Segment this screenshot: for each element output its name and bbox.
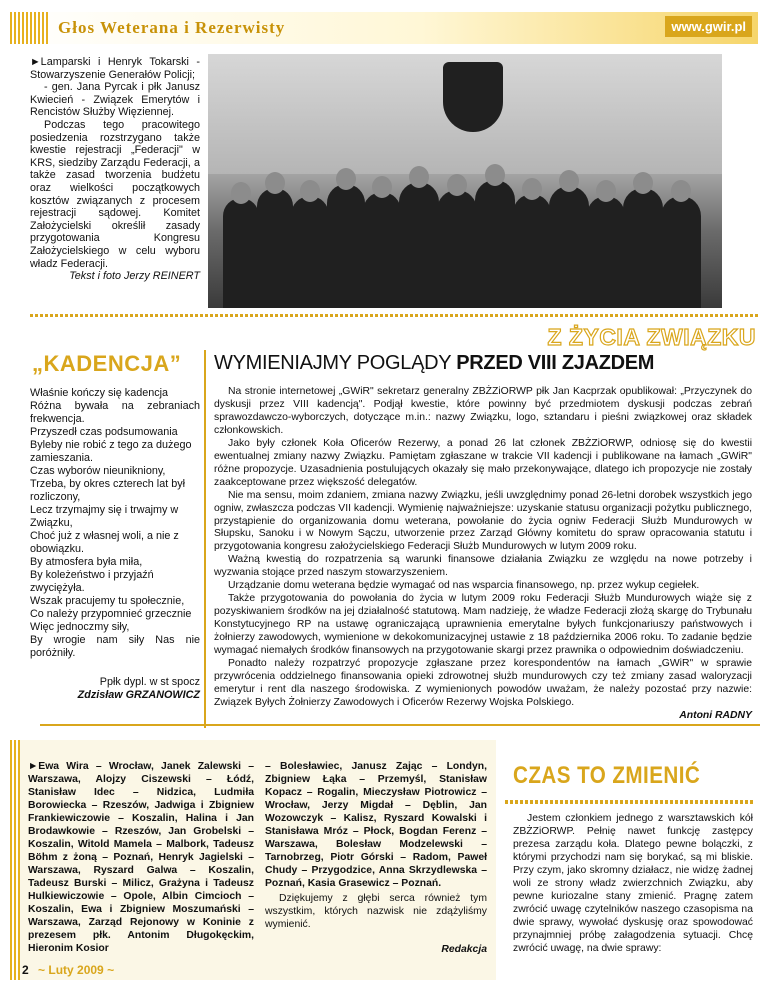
- article-paragraph: Ważną kwestią do rozpatrzenia są warunki finansowe działania Związku ze względu na nowe potrzeby i wyzwania stojące przed naszym stowarzyszeniem.: [214, 554, 752, 579]
- section-title: Z ŻYCIA ZWIĄZKU: [547, 324, 756, 350]
- top-paragraph-3: Podczas tego pracowitego posiedzenia rozstrzygano także kwestie rejestracji „Federacji" w KRS, siedziby Zarządu Federacji, a także zasad tworzenia budżetu oraz wielkości początkowych kosztów związanych z procesem rejestracji sądowej. Komitet Założycielski określił zasady przygotowania Kongresu Założycielskiego w celu wyboru władz Federacji.: [30, 118, 200, 270]
- thanks-column-2: [265, 760, 487, 956]
- article-body: [214, 386, 752, 723]
- top-paragraph-1: ►Lamparski i Henryk Tokarski - Stowarzyszenie Generałów Policji;: [30, 56, 200, 81]
- poem-line: Choć już z własnej woli, a nie z obowiązku.: [30, 530, 179, 555]
- photo-credit: Tekst i foto Jerzy REINERT: [69, 270, 200, 283]
- horizontal-rule: [40, 724, 760, 726]
- article-title: [214, 352, 654, 375]
- thanks-signature: Redakcja: [441, 944, 487, 955]
- poem-line: Lecz trzymajmy się i trwajmy w Związku,: [30, 504, 179, 529]
- column-divider: [204, 350, 206, 728]
- group-photo: [208, 54, 722, 308]
- thanks-names: – Bolesławiec, Janusz Zając – Londyn, Zbigniew Łąka – Przemyśl, Stanisław Kopacz – Rogalin, Mieczysław Piotrowicz – Wrocław, Jerzy Migdał – Dęblin, Jan Wozowczyk – Kalisz, Ryszard Kowalski i Stanisława Mróz – Płock, Bogdan Ferenz – Warszawa, Bolesław Modzelewski – Tarnobrzeg, Piotr Górski – Radom, Paweł Chudy – Przygodzice, Anna Skrzydlewska – Poznań, Kasia Grasewicz – Poznań.: [265, 761, 487, 889]
- page-footer: [22, 963, 114, 977]
- eagle-emblem-icon: [443, 62, 503, 132]
- poem-line: Wszak pracujemy tu społecznie,: [30, 595, 185, 607]
- article-author: Antoni RADNY: [679, 709, 752, 721]
- poem-line: Trzeba, by okres czterech lat był rozliczony,: [30, 478, 186, 503]
- poem: [30, 387, 200, 702]
- poem-line: Różna bywała na zebraniach frekwencja.: [30, 400, 200, 425]
- poem-line: By wrogie nam siły Nas nie poróżniły.: [30, 634, 200, 659]
- czas-decoration: [505, 800, 755, 804]
- header-decoration: [10, 12, 48, 44]
- poem-line: Właśnie kończy się kadencja: [30, 387, 169, 399]
- magazine-title: Głos Weterana i Rezerwisty: [58, 18, 286, 37]
- article-paragraph: Nie ma sensu, moim zdaniem, zmiana nazwy Związku, jeśli uwzględnimy ponad 26-letni dorobek wszystkich jego ogniw, zwłaszcza podczas VII kadencji. Wymienię najważniejsze: uzyskanie statusu organizacji pożytku publicznego, przystąpienie do organizowania domu weterana, powołanie do życia ogniw Federacji Służb Mundurowych w Słupsku, Sanoku i w Nowym Sączu, utworzenie przez Zarząd Główny komitetu do spraw opracowania statutu i przygotowania kongresu założycielskiego Federacji Służb Mundurowych w lutym 2009 roku.: [214, 489, 752, 553]
- poem-line: Więc jednoczmy siły,: [30, 621, 130, 633]
- page-number: 2: [22, 963, 29, 977]
- issue-date: ~ Luty 2009 ~: [38, 963, 115, 977]
- poem-author: Zdzisław GRZANOWICZ: [77, 689, 200, 701]
- box-decoration: [10, 740, 20, 980]
- poem-title: „KADENCJA”: [32, 351, 182, 376]
- poem-author-rank: Ppłk dypl. w st spocz: [99, 676, 200, 688]
- article-paragraph: Jako były członek Koła Oficerów Rezerwy, a ponad 26 lat członek ZBŻZiORWP, odniosę się do kwestii ewentualnej zmiany nazwy Związku. Pamiętam zgłaszane w trakcie VII kadencji i publikowane na łamach „GWiR" różne propozycje. Uzasadnienia postulujących okazały się mało przekonywające, dlatego ich propozycje nie zostały zaakceptowane przez większość delegatów.: [214, 437, 752, 488]
- article-paragraph: Także przygotowania do powołania do życia w lutym 2009 roku Federacji Służb Mundurowych wiąże się z pozyskiwaniem środków na jej działalność statutową. Mam nadzieję, że władze Federacji złożą skargę do Trybunału Konstytucyjnego RP na ustawę ograniczającą uprawnienia emerytalne byłych funkcjonariuszy państwowych i żołnierzy zawodowych, wymienione w dekokomunizacyjnej ustawie z 18 października 2006 roku. To zadanie będzie wymagać niemałych środków finansowych na przygotowanie skargi przez prawnika o odpowiednim doświadczeniu.: [214, 593, 752, 657]
- poem-line: By atmosfera była miła,: [30, 556, 143, 568]
- article-paragraph: Na stronie internetowej „GWiR" sekretarz generalny ZBŻZiORWP płk Jan Kacprzak opublikował: „Przyczynek do dyskusji przez VIII kadencją". Podjął kwestie, które powinny być przedmiotem dyskusji podczas zebrań sprawozdawczo-wyborczych, dotyczące m.in.: nazwy Związku, logo, sztandaru i pieśni związkowej oraz składek członkowskich.: [214, 386, 752, 436]
- page-header: [10, 12, 758, 44]
- article-paragraph: Urządzanie domu weterana będzie wymagać od nas wsparcia finansowego, np. przez wykup cegiełek.: [228, 580, 700, 592]
- photo-people: [223, 154, 713, 308]
- poem-line: Czas wyborów nieunikniony,: [30, 465, 166, 477]
- poem-line: Przyszedł czas podsumowania: [30, 426, 178, 438]
- thanks-column-1: ►Ewa Wira – Wrocław, Janek Zalewski – Warszawa, Alojzy Ciszewski – Łódź, Stanisław Idec – Nidzica, Ludmiła Borowiecka – Rzeszów, Jadwiga i Zbigniew Frankiewiczowie – Koszalin, Halina i Jan Brodawkowie – Rzeszów, Jan Grobelski – Koszalin, Witold Mamela – Malbork, Tadeusz Böhm z żoną – Poznań, Henryk Jagielski – Warszawa, Ryszard Galwa – Koszalin, Tadeusz Burski – Milicz, Grażyna i Tadeusz Hulkiewiczowie – Opole, Albin Cimcioch – Koszalin, Ewa i Zbigniew Moszumański – Warszawa, Zarząd Rejonowy w Koninie z prezesem płk. Antonim Długokęckim, Hieronim Kosior: [28, 761, 254, 954]
- czas-body: Jestem członkiem jednego z warsztawskich kół ZBŻZiORWP. Pełnię nawet funkcję zastępcy prezesa zarządu koła. Dlatego pewne bolączki, z którymi przychodzi nam się borykać, są mi bliskie. Przy czym, jako skromny działacz, nie widzę żadnej woli ze strony władz zwierzchnich Związku, aby pewne kuriozalne stany zmienić. Pragnę zatem zwrócić uwagę czytelników naszego czasopisma na dwie sprawy, wywołać dyskusję oraz spowodować przynajmniej próbę załagodzenia sytuacji. Chcę zwrócić uwagę, na dwie sprawy:: [513, 813, 753, 954]
- website-url[interactable]: www.gwir.pl: [665, 16, 752, 37]
- top-paragraph-2: - gen. Jana Pyrcak i płk Janusz Kwiecień - Związek Emerytów i Rencistów Służby Więziennej.: [30, 81, 200, 119]
- section-separator: [30, 314, 760, 317]
- article-title-light: WYMIENIAJMY POGLĄDY: [214, 352, 451, 374]
- thanks-text: Dziękujemy z głębi serca również tym wszystkim, których nazwisk nie zdążyliśmy wymienić.: [265, 893, 487, 930]
- poem-line: Byleby nie robić z tego za dużego zamieszania.: [30, 439, 192, 464]
- czas-title: CZAS TO ZMIENIĆ: [513, 762, 701, 789]
- article-paragraph: Ponadto należy rozpatrzyć propozycje zgłaszane przez korespondentów na łamach „GWiR" w sprawie przywrócenia oddzielnego finansowania opieki zdrowotnej służb mundurowych czy też zmiany zasad waloryzacji emerytur i rent dla naszego środowiska. Z wymienionych powodów uważam, że należy pozostać przy nazwie: Związek Byłych Żołnierzy Zawodowych i Oficerów Rezerwy Wojska Polskiego.: [214, 658, 752, 708]
- top-left-column: [30, 56, 200, 283]
- poem-line: By koleżeństwo i przyjaźń zwyciężyła.: [30, 569, 154, 594]
- article-title-bold: PRZED VIII ZJAZDEM: [456, 352, 655, 374]
- poem-line: Co należy przypomnieć grzecznie: [30, 608, 192, 620]
